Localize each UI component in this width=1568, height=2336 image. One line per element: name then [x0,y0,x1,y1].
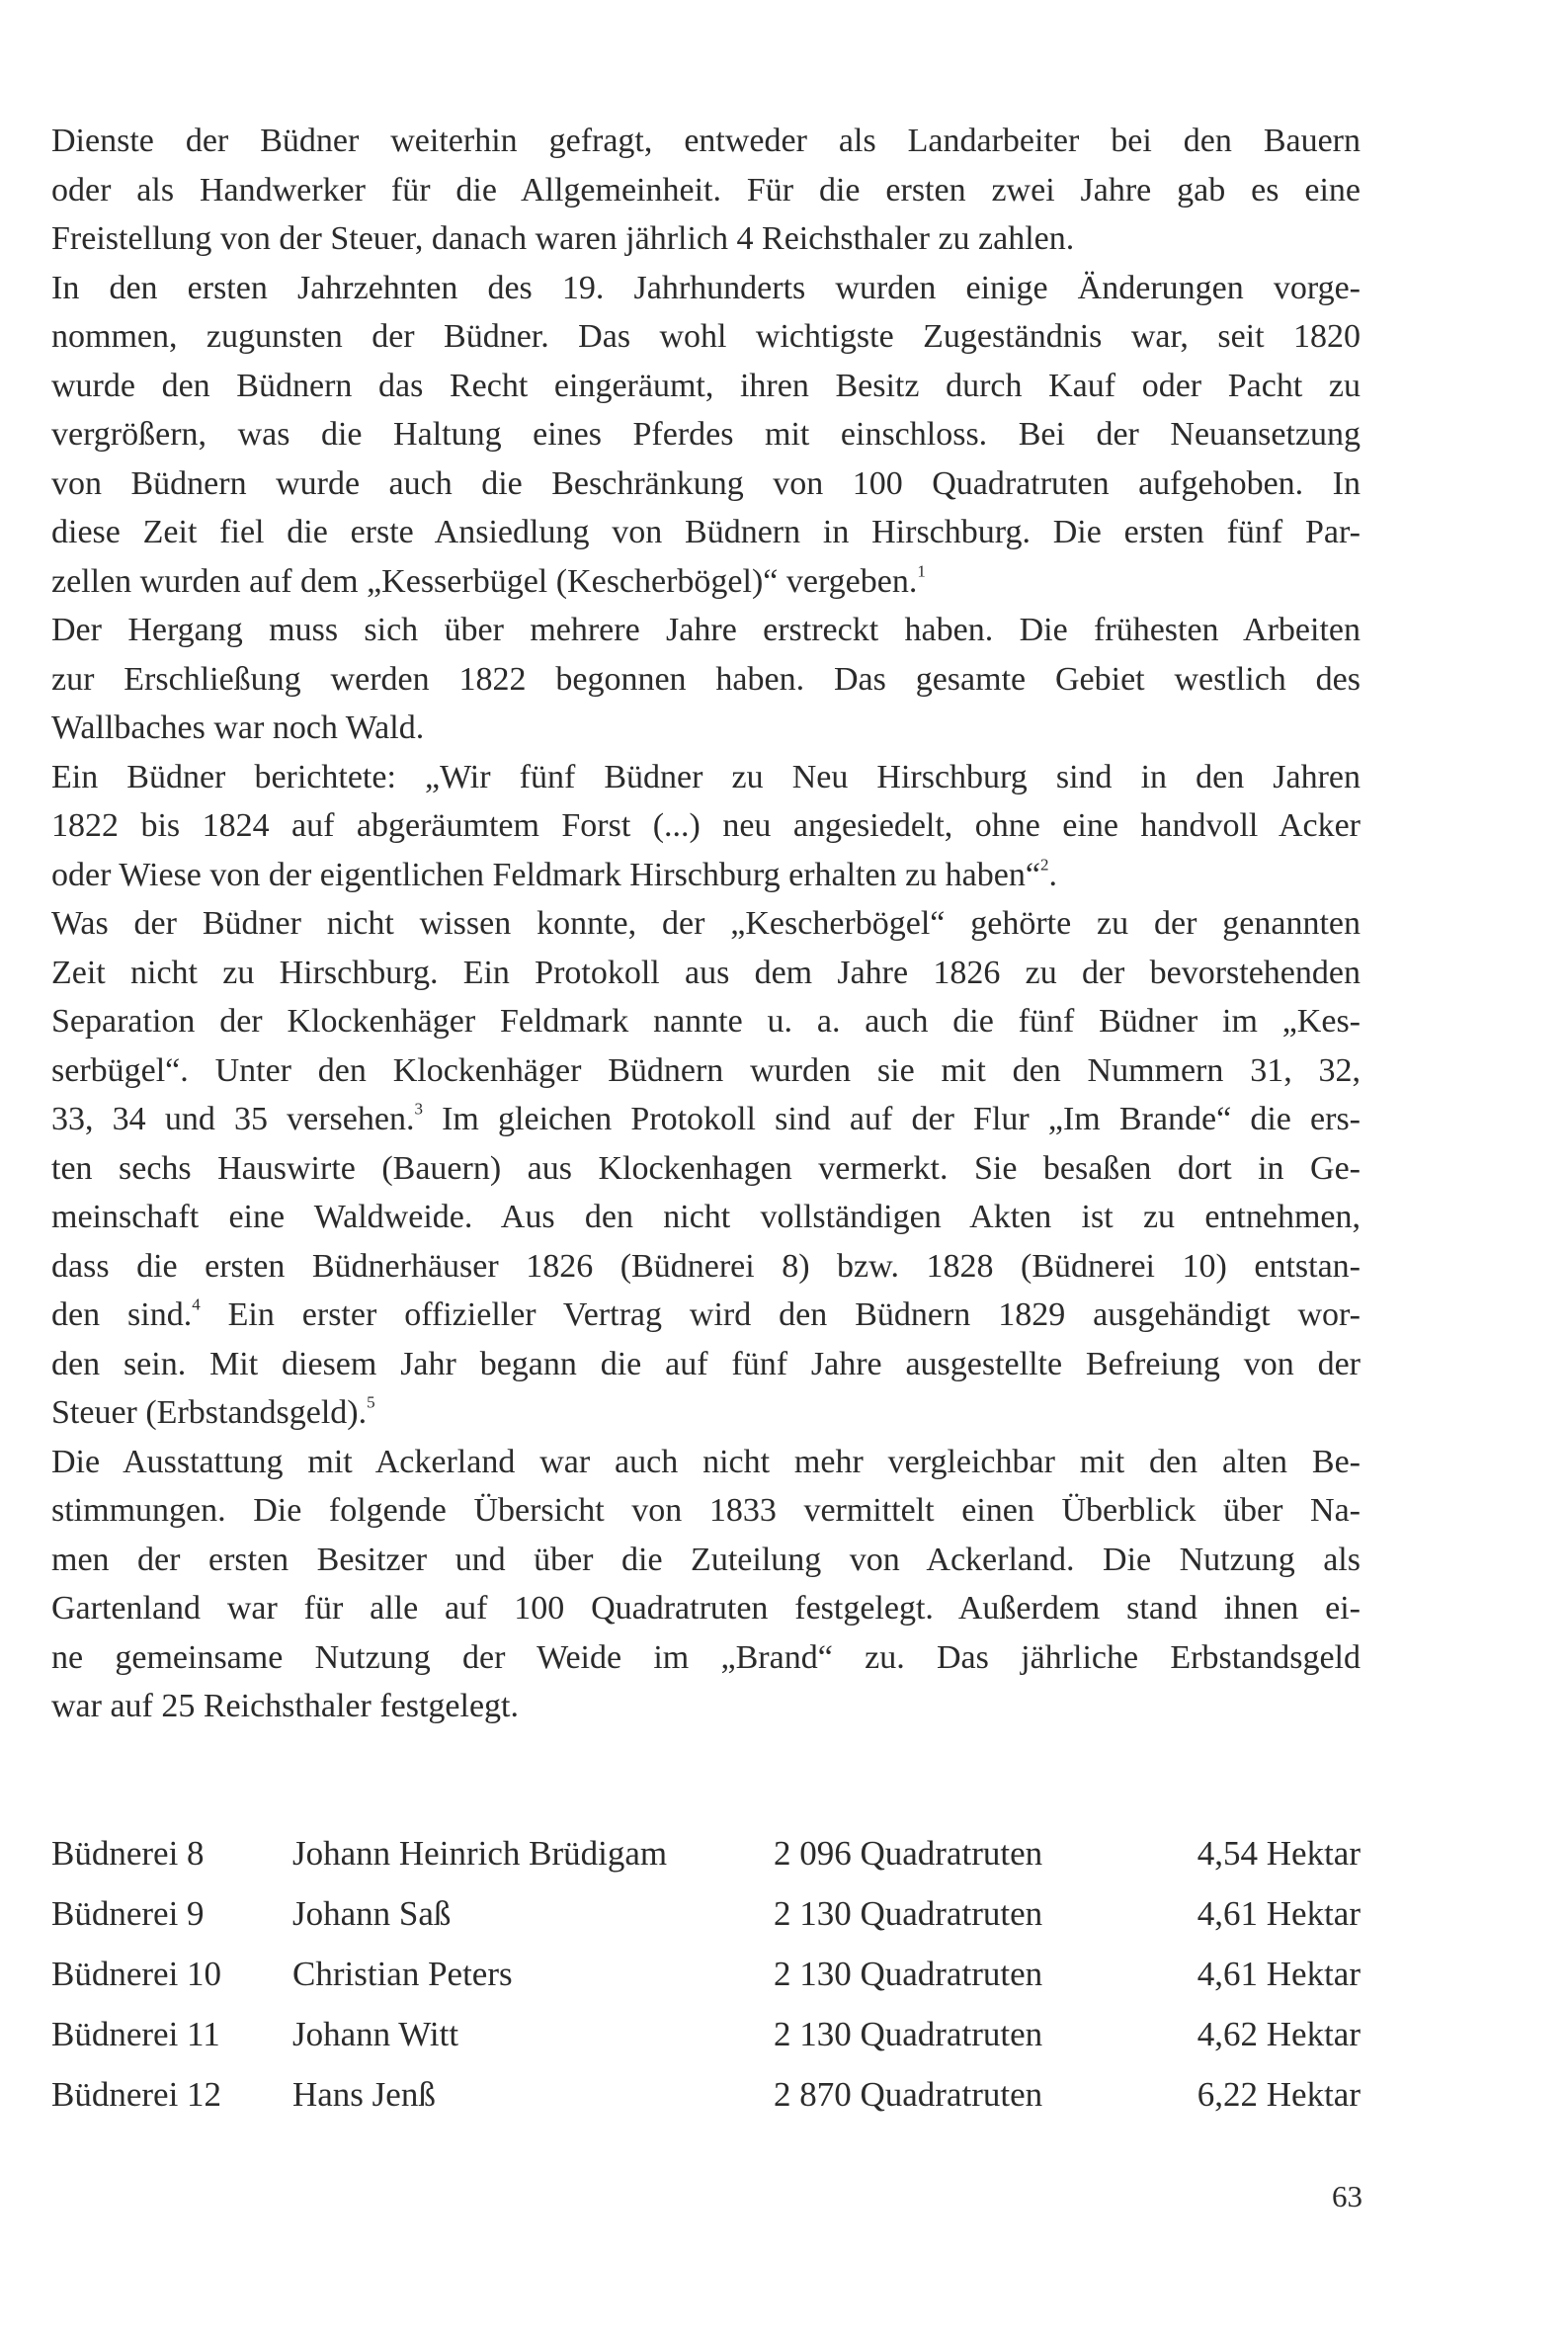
text-line: meinschaft eine Waldweide. Aus den nicht vollständigen Akten ist zu entnehmen, [51,1199,1361,1235]
text-line: Die Ausstattung mit Ackerland war auch nicht mehr vergleichbar mit den alten Be- [51,1443,1361,1480]
footnote-marker: 1 [917,561,926,581]
body-text [51,117,1361,1731]
footnote-marker: 2 [1039,855,1049,875]
footnote-marker: 3 [414,1099,423,1119]
text-line: 1822 bis 1824 auf abgeräumtem Forst (...) neu angesiedelt, ohne eine handvoll Acker [51,807,1361,844]
text-line: vergrößern, was die Haltung eines Pferdes mit einschloss. Bei der Neuansetzung [51,416,1361,453]
buednerei-cell: Büdnerei 11 [51,2015,220,2053]
table-row [51,2004,1361,2064]
owner-name-cell: Hans Jenß [292,2075,436,2114]
text-line: wurde den Büdnern das Recht eingeräumt, ihren Besitz durch Kauf oder Pacht zu [51,367,1361,404]
owner-name-cell: Johann Witt [292,2015,459,2053]
text-line: serbügel“. Unter den Klockenhäger Büdnern wurden sie mit den Nummern 31, 32, [51,1051,1361,1089]
page-number: 63 [1332,2179,1362,2213]
quadratruten-cell: 2 130 Quadratruten [774,2015,1043,2053]
text-line: zellen wurden auf dem „Kesserbügel (Kescherbögel)“ vergeben.$^1$ [51,561,926,600]
quadratruten-cell: 2 130 Quadratruten [774,1894,1043,1933]
text-line: war auf 25 Reichsthaler festgelegt. [51,1688,519,1724]
footnote-marker: 4 [192,1294,201,1314]
buednerei-cell: Büdnerei 9 [51,1894,205,1933]
buednerei-table [51,1823,1361,2125]
buednerei-cell: Büdnerei 8 [51,1834,205,1873]
text-line: Wallbaches war noch Wald. [51,709,425,746]
table-row [51,1944,1361,2004]
owner-name-cell: Johann Heinrich Brüdigam [292,1834,668,1873]
text-line: oder Wiese von der eigentlichen Feldmark Hirschburg erhalten zu haben“$^2$. [51,855,1057,893]
table-row [51,1883,1361,1944]
hektar-cell: 4,61 Hektar [1197,1894,1361,1933]
text-line: men der ersten Besitzer und über die Zuteilung von Ackerland. Die Nutzung als [51,1541,1361,1578]
table-row [51,2064,1361,2125]
text-line: Steuer (Erbstandsgeld).$^5$ [51,1392,375,1431]
quadratruten-cell: 2 870 Quadratruten [774,2075,1043,2114]
quadratruten-cell: 2 130 Quadratruten [774,1955,1043,1993]
text-line: nommen, zugunsten der Büdner. Das wohl wichtigste Zugeständnis war, seit 1820 [51,318,1361,355]
text-line: stimmungen. Die folgende Übersicht von 1833 vermittelt einen Überblick über Na- [51,1492,1361,1529]
text-line: Zeit nicht zu Hirschburg. Ein Protokoll aus dem Jahre 1826 zu der bevorstehenden [51,954,1361,991]
owner-name-cell: Johann Saß [292,1894,452,1933]
text-line: Gartenland war für alle auf 100 Quadratruten festgelegt. Außerdem stand ihnen ei- [51,1590,1361,1627]
text-line: dass die ersten Büdnerhäuser 1826 (Büdnerei 8) bzw. 1828 (Büdnerei 10) entstan- [51,1247,1361,1285]
table-row [51,1823,1361,1883]
text-line: ne gemeinsame Nutzung der Weide im „Brand“ zu. Das jährliche Erbstandsgeld [51,1638,1361,1676]
text-line: Der Hergang muss sich über mehrere Jahre erstreckt haben. Die frühesten Arbeiten [51,612,1361,648]
footnote-marker: 5 [367,1392,375,1412]
text-line: Dienste der Büdner weiterhin gefragt, entweder als Landarbeiter bei den Bauern [51,123,1361,159]
text-line: von Büdnern wurde auch die Beschränkung von 100 Quadratruten aufgehoben. In [51,464,1361,502]
hektar-cell: 6,22 Hektar [1197,2075,1361,2114]
quadratruten-cell: 2 096 Quadratruten [774,1834,1043,1873]
buednerei-cell: Büdnerei 10 [51,1955,222,1993]
text-line: diese Zeit fiel die erste Ansiedlung von Büdnern in Hirschburg. Die ersten fünf Par- [51,514,1361,550]
hektar-cell: 4,62 Hektar [1197,2015,1361,2053]
text-line: den sind.$^4$ Ein erster offizieller Vertrag wird den Büdnern 1829 ausgehändigt wor- [51,1294,1361,1333]
text-line: 33, 34 und 35 versehen.$^3$ Im gleichen Protokoll sind auf der Flur „Im Brande“ die ers- [51,1099,1361,1137]
text-line: Separation der Klockenhäger Feldmark nannte u. a. auch die fünf Büdner im „Kes- [51,1003,1361,1040]
text-line: den sein. Mit diesem Jahr begann die auf fünf Jahre ausgestellte Befreiung von der [51,1345,1361,1382]
hektar-cell: 4,61 Hektar [1197,1955,1361,1993]
hektar-cell: 4,54 Hektar [1197,1834,1361,1873]
text-line: In den ersten Jahrzehnten des 19. Jahrhunderts wurden einige Änderungen vorge- [51,269,1361,306]
text-line: ten sechs Hauswirte (Bauern) aus Klockenhagen vermerkt. Sie besaßen dort in Ge- [51,1149,1361,1187]
owner-name-cell: Christian Peters [292,1955,513,1993]
text-line: Freistellung von der Steuer, danach waren jährlich 4 Reichsthaler zu zahlen. [51,220,1075,257]
text-line: zur Erschließung werden 1822 begonnen haben. Das gesamte Gebiet westlich des [51,660,1361,698]
buednerei-cell: Büdnerei 12 [51,2075,222,2114]
text-line: Ein Büdner berichtete: „Wir fünf Büdner zu Neu Hirschburg sind in den Jahren [51,758,1361,795]
text-line: Was der Büdner nicht wissen konnte, der „Kescherbögel“ gehörte zu der genannten [51,905,1361,942]
text-line: oder als Handwerker für die Allgemeinheit. Für die ersten zwei Jahre gab es eine [51,171,1361,209]
